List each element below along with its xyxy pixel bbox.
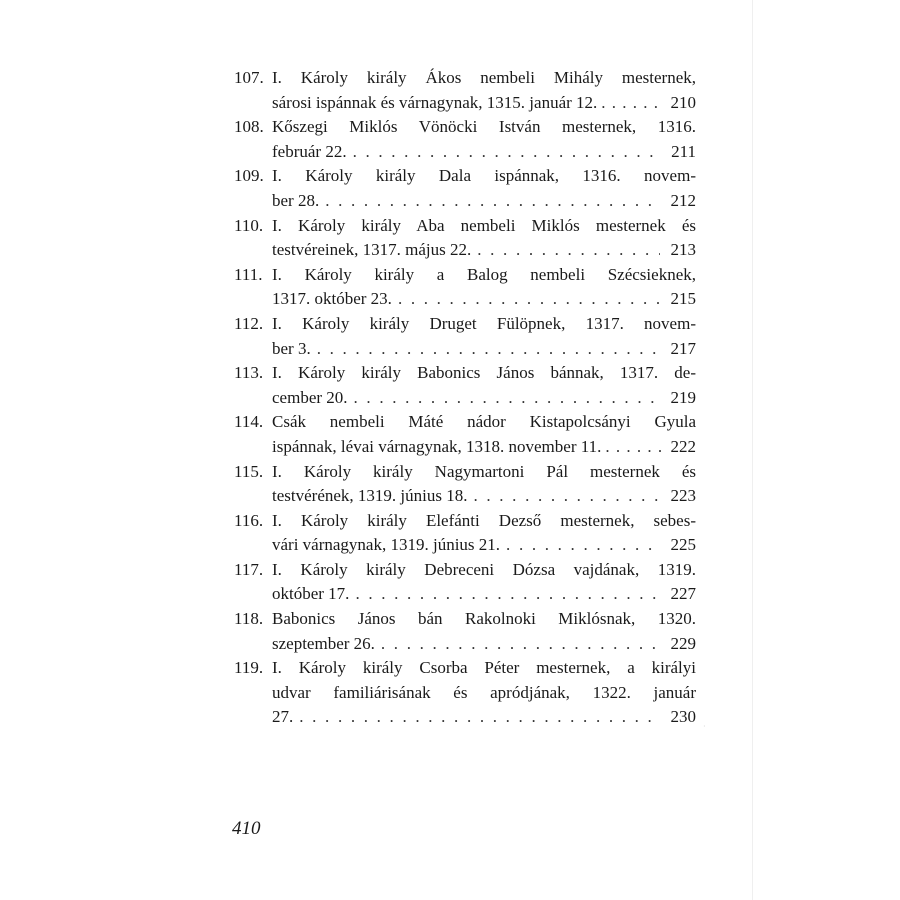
entry-last-text: vári várnagynak, 1319. június 21. [272, 535, 501, 555]
dot-leader [317, 337, 660, 362]
entry-last-text: február 22. [272, 141, 347, 161]
page-reference: 210 [670, 92, 696, 112]
page-reference: 222 [670, 436, 696, 456]
entry-last-line [272, 287, 696, 312]
entry-line: Csák nembeli Máté nádor Kistapolcsányi Gyula [272, 412, 696, 432]
entry-last-text: ispánnak, lévai várnagynak, 1318. november 11. [272, 436, 602, 456]
entry-text [272, 460, 696, 509]
page-reference: 219 [670, 387, 696, 407]
dot-leader [398, 287, 660, 312]
entry-line: Babonics János bán Rakolnoki Miklósnak, 1320. [272, 609, 696, 629]
entry-text [272, 115, 696, 164]
page-reference: 211 [671, 141, 696, 161]
entry-text [272, 164, 696, 213]
entry-text [272, 66, 696, 115]
dot-leader [325, 189, 660, 214]
entry-line: I. Károly király Nagymartoni Pál mesternek és [272, 461, 696, 481]
toc-entry [234, 66, 696, 115]
toc-entry [234, 410, 696, 459]
page-reference: 213 [670, 240, 696, 260]
entry-last-line [272, 140, 696, 165]
entry-number: 109. [234, 166, 264, 186]
entry-last-line [272, 337, 696, 362]
toc-entry [234, 312, 696, 361]
entry-number: 114. [234, 412, 264, 432]
page-reference: 217 [670, 338, 696, 358]
entry-text [272, 361, 696, 410]
dot-leader [477, 238, 660, 263]
dot-leader [506, 533, 660, 558]
entry-number: 110. [234, 215, 264, 235]
entry-last-text: 27. [272, 707, 294, 727]
entry-text [272, 263, 696, 312]
entry-last-text: ber 3. [272, 338, 311, 358]
entry-last-line [272, 189, 696, 214]
entry-number: 108. [234, 117, 264, 137]
entry-text [272, 410, 696, 459]
toc-entry [234, 263, 696, 312]
toc-entry [234, 214, 696, 263]
dot-leader [354, 386, 660, 411]
dot-leader [473, 484, 660, 509]
page-reference: 215 [670, 289, 696, 309]
entry-last-line [272, 91, 696, 116]
entry-number: 119. [234, 658, 264, 678]
toc-entry [234, 115, 696, 164]
entry-last-line [272, 484, 696, 509]
entry-last-text: testvérének, 1319. június 18. [272, 486, 468, 506]
toc-entry [234, 607, 696, 656]
entry-last-text: testvéreinek, 1317. május 22. [272, 240, 472, 260]
page-reference: 225 [670, 535, 696, 555]
entry-last-line [272, 705, 696, 730]
page-number: 410 [232, 818, 261, 839]
entry-number: 111. [234, 264, 263, 284]
edge-mark: · [703, 722, 706, 731]
page-reference: 223 [670, 486, 696, 506]
entry-text [272, 656, 696, 730]
entry-last-text: október 17. [272, 584, 350, 604]
entry-last-text: 1317. október 23. [272, 289, 392, 309]
entry-line: I. Károly király Elefánti Dezső mesternek, sebes- [272, 510, 696, 530]
entry-number: 107. [234, 68, 264, 87]
entry-text [272, 607, 696, 656]
entry-last-line [272, 386, 696, 411]
entry-last-text: ber 28. [272, 190, 320, 210]
entry-line: I. Károly király Druget Fülöpnek, 1317. novem- [272, 313, 696, 333]
entry-line: I. Károly király Dala ispánnak, 1316. novem- [272, 166, 696, 186]
entry-number: 115. [234, 461, 264, 481]
entry-number: 117. [234, 559, 264, 579]
entry-text [272, 509, 696, 558]
entry-last-line [272, 582, 696, 607]
dot-leader [381, 632, 660, 657]
entry-text [272, 214, 696, 263]
page-reference: 212 [670, 190, 696, 210]
entry-line: udvar familiárisának és apródjának, 1322. január [272, 682, 696, 702]
entry-line: I. Károly király Ákos nembeli Mihály mesternek, [272, 68, 696, 87]
entry-last-text: sárosi ispánnak és várnagynak, 1315. január 12. [272, 92, 598, 112]
entry-last-line [272, 238, 696, 263]
entry-line: I. Károly király Babonics János bánnak, 1317. de- [272, 363, 696, 383]
dot-leader [353, 140, 660, 165]
toc-entry [234, 509, 696, 558]
dot-leader [355, 582, 660, 607]
entry-last-line [272, 533, 696, 558]
entry-number: 116. [234, 510, 264, 530]
entry-text [272, 558, 696, 607]
toc-entry [234, 558, 696, 607]
table-of-contents [234, 66, 696, 730]
entry-last-line [272, 435, 696, 460]
entry-number: 113. [234, 363, 264, 383]
page-reference: 229 [670, 633, 696, 653]
entry-text [272, 312, 696, 361]
page-edge-shadow [752, 0, 753, 900]
entry-number: 112. [234, 313, 264, 333]
entry-last-text: szeptember 26. [272, 633, 375, 653]
entry-line: I. Károly király Debreceni Dózsa vajdának, 1319. [272, 559, 696, 579]
toc-entry [234, 460, 696, 509]
page-reference: 230 [670, 707, 696, 727]
toc-entry [234, 656, 696, 730]
dot-leader [601, 91, 662, 116]
entry-last-line [272, 632, 696, 657]
entry-last-text: cember 20. [272, 387, 348, 407]
entry-line: Kőszegi Miklós Vönöcki István mesternek, 1316. [272, 117, 696, 137]
toc-entry [234, 361, 696, 410]
page-reference: 227 [670, 584, 696, 604]
dot-leader [605, 435, 662, 460]
entry-line: I. Károly király a Balog nembeli Szécsieknek, [272, 264, 696, 284]
toc-entry [234, 164, 696, 213]
dot-leader [299, 705, 660, 730]
entry-line: I. Károly király Csorba Péter mesternek, a királyi [272, 658, 696, 678]
entry-number: 118. [234, 609, 264, 629]
entry-line: I. Károly király Aba nembeli Miklós mesternek és [272, 215, 696, 235]
